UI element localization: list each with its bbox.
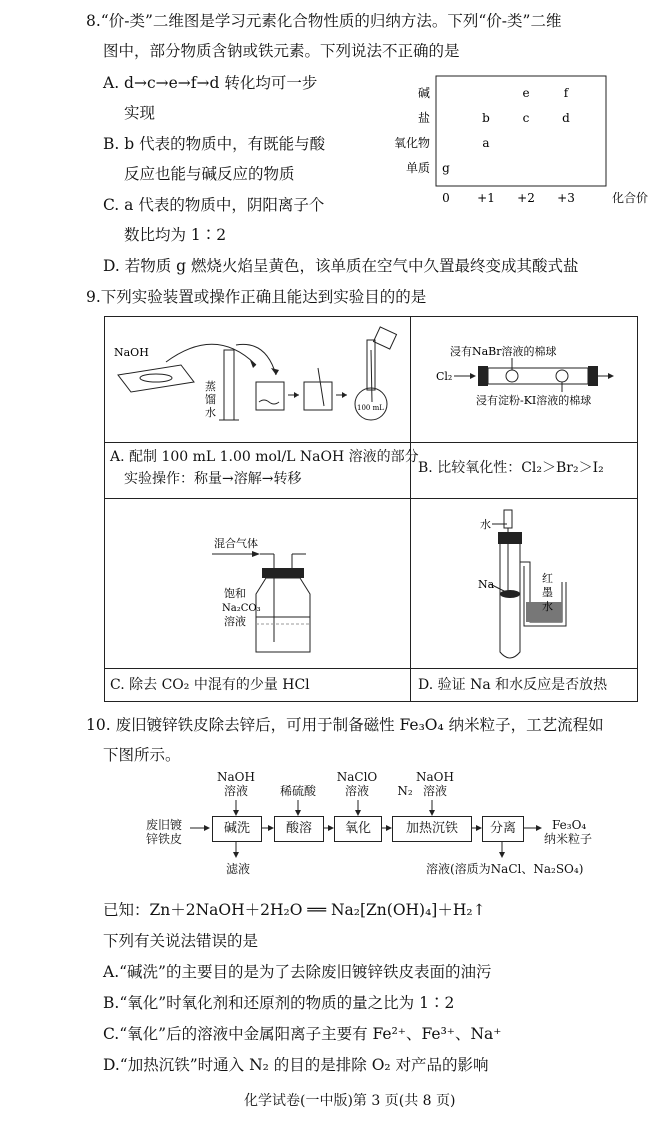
reagent-naclo-sol: 溶液 bbox=[344, 784, 369, 798]
water-label-3: 水 bbox=[205, 406, 216, 419]
q9-a-label-line2: 实验操作：称量→溶解→转移 bbox=[124, 471, 302, 487]
figure-c-wash-bottle bbox=[106, 502, 408, 666]
reagent-naoh-2-sol: 溶液 bbox=[422, 784, 447, 798]
x-tick-label: +3 bbox=[557, 191, 575, 205]
output-solution: 溶液(溶质为NaCl、Na₂SO₄) bbox=[426, 862, 584, 876]
figure-b-halogen-tube bbox=[412, 320, 634, 440]
table-divider-3 bbox=[104, 668, 637, 669]
q10-option-d: D.“加热沉铁”时通入 N₂ 的目的是排除 O₂ 对产品的影响 bbox=[103, 1056, 489, 1074]
flow-start-line2: 锌铁皮 bbox=[146, 832, 183, 846]
table-vertical-divider bbox=[410, 316, 411, 702]
valence-class-chart bbox=[360, 68, 650, 208]
q8-option-c-line1: C. a 代表的物质中，阴阳离子个 bbox=[103, 196, 325, 214]
x-tick-label: +2 bbox=[517, 191, 535, 205]
figure-d-na-water bbox=[412, 502, 634, 666]
step-heat-precipitate: 加热沉铁 bbox=[392, 816, 472, 842]
table-divider-1 bbox=[104, 442, 637, 443]
x-tick-label: +1 bbox=[477, 191, 495, 205]
reagent-n2: N₂ bbox=[397, 784, 413, 798]
data-point: g bbox=[442, 161, 450, 175]
red-ink-label-1: 红 bbox=[542, 572, 553, 585]
chart-frame bbox=[436, 76, 606, 186]
q10-stem-line2: 下图所示。 bbox=[103, 746, 181, 764]
page-footer: 化学试卷(一中版)第 3 页(共 8 页) bbox=[244, 1093, 456, 1109]
reagent-naoh-1: NaOH bbox=[217, 770, 255, 784]
y-tick-label: 氧化物 bbox=[393, 136, 430, 150]
product-nanoparticle: 纳米粒子 bbox=[544, 832, 593, 846]
data-point: d bbox=[562, 111, 570, 125]
saturated-label: 饱和 bbox=[224, 587, 246, 600]
product-fe3o4: Fe₃O₄ bbox=[552, 818, 587, 832]
q9-stem: 9.下列实验装置或操作正确且能达到实验目的的是 bbox=[86, 288, 427, 306]
step-separation: 分离 bbox=[482, 816, 524, 842]
q9-c-label: C. 除去 CO₂ 中混有的少量 HCl bbox=[110, 677, 310, 693]
reagent-dilute-h2so4: 稀硫酸 bbox=[279, 784, 316, 798]
x-tick-label: 0 bbox=[442, 191, 450, 205]
y-tick-label: 单质 bbox=[405, 161, 430, 175]
step-alkali-wash: 碱洗 bbox=[212, 816, 262, 842]
data-point: b bbox=[482, 111, 490, 125]
q8-stem-line2: 图中，部分物质含钠或铁元素。下列说法不正确的是 bbox=[103, 42, 460, 60]
q8-option-a-line1: A. d→c→e→f→d 转化均可一步 bbox=[103, 74, 318, 92]
na-label: Na bbox=[478, 578, 495, 591]
red-ink-label-3: 水 bbox=[542, 600, 553, 613]
flask-label: 100 mL bbox=[357, 404, 384, 412]
data-point: a bbox=[482, 136, 490, 150]
water-label-2: 馏 bbox=[205, 393, 216, 406]
q8-option-b-line1: B. b 代表的物质中，有既能与酸 bbox=[103, 135, 326, 153]
solution-label: 溶液 bbox=[224, 615, 246, 628]
table-divider-2 bbox=[104, 498, 637, 499]
q9-d-label: D. 验证 Na 和水反应是否放热 bbox=[418, 677, 608, 693]
naoh-label: NaOH bbox=[114, 346, 149, 359]
q10-option-b: B.“氧化”时氧化剂和还原剂的物质的量之比为 1∶2 bbox=[103, 994, 455, 1012]
q10-stem-line1: 10. 废旧镀锌铁皮除去锌后，可用于制备磁性 Fe₃O₄ 纳米粒子，工艺流程如 bbox=[86, 716, 604, 734]
y-tick-label: 碱 bbox=[417, 86, 430, 100]
step-oxidation: 氧化 bbox=[334, 816, 382, 842]
q9-b-label: B. 比较氧化性：Cl₂＞Br₂＞I₂ bbox=[418, 460, 604, 476]
red-ink-label-2: 墨 bbox=[542, 586, 553, 599]
reagent-naclo: NaClO bbox=[336, 770, 378, 784]
output-filtrate: 滤液 bbox=[225, 862, 250, 876]
q8-option-b-line2: 反应也能与碱反应的物质 bbox=[124, 165, 295, 183]
data-point: f bbox=[563, 86, 569, 100]
ki-cotton-label: 浸有淀粉-KI溶液的棉球 bbox=[476, 394, 592, 407]
water-label-1: 蒸 bbox=[205, 380, 216, 393]
x-axis-label: 化合价 bbox=[612, 191, 649, 205]
y-tick-label: 盐 bbox=[417, 111, 430, 125]
step-acid-dissolve: 酸溶 bbox=[274, 816, 324, 842]
reagent-naoh-1-sol: 溶液 bbox=[223, 784, 248, 798]
q10-option-a: A.“碱洗”的主要目的是为了去除废旧镀锌铁皮表面的油污 bbox=[103, 963, 492, 981]
q8-option-d: D. 若物质 g 燃烧火焰呈黄色，该单质在空气中久置最终变成其酸式盐 bbox=[103, 257, 579, 275]
q10-ask: 下列有关说法错误的是 bbox=[103, 932, 259, 950]
q8-stem-line1: 8.“价-类”二维图是学习元素化合物性质的归纳方法。下列“价-类”二维 bbox=[86, 12, 562, 30]
mixed-gas-label: 混合气体 bbox=[214, 537, 258, 550]
cl2-label: Cl₂ bbox=[436, 370, 453, 383]
q10-known-equation: 已知：Zn＋2NaOH＋2H₂O ══ Na₂[Zn(OH)₄]＋H₂↑ bbox=[103, 901, 486, 919]
q8-option-c-line2: 数比均为 1∶2 bbox=[124, 226, 227, 244]
water-funnel-label: 水 bbox=[480, 518, 491, 531]
reagent-naoh-2: NaOH bbox=[416, 770, 454, 784]
data-point: c bbox=[522, 111, 530, 125]
q9-a-label-line1: A. 配制 100 mL 1.00 mol/L NaOH 溶液的部分 bbox=[110, 449, 419, 465]
q10-option-c: C.“氧化”后的溶液中金属阳离子主要有 Fe²⁺、Fe³⁺、Na⁺ bbox=[103, 1025, 502, 1043]
na2co3-label: Na₂CO₃ bbox=[222, 603, 261, 614]
data-point: e bbox=[522, 86, 530, 100]
figure-a-solution-preparation bbox=[106, 320, 408, 440]
q8-option-a-line2: 实现 bbox=[124, 104, 156, 122]
nabr-cotton-label: 浸有NaBr溶液的棉球 bbox=[450, 345, 557, 358]
flow-start-line1: 废旧镀 bbox=[146, 818, 183, 832]
